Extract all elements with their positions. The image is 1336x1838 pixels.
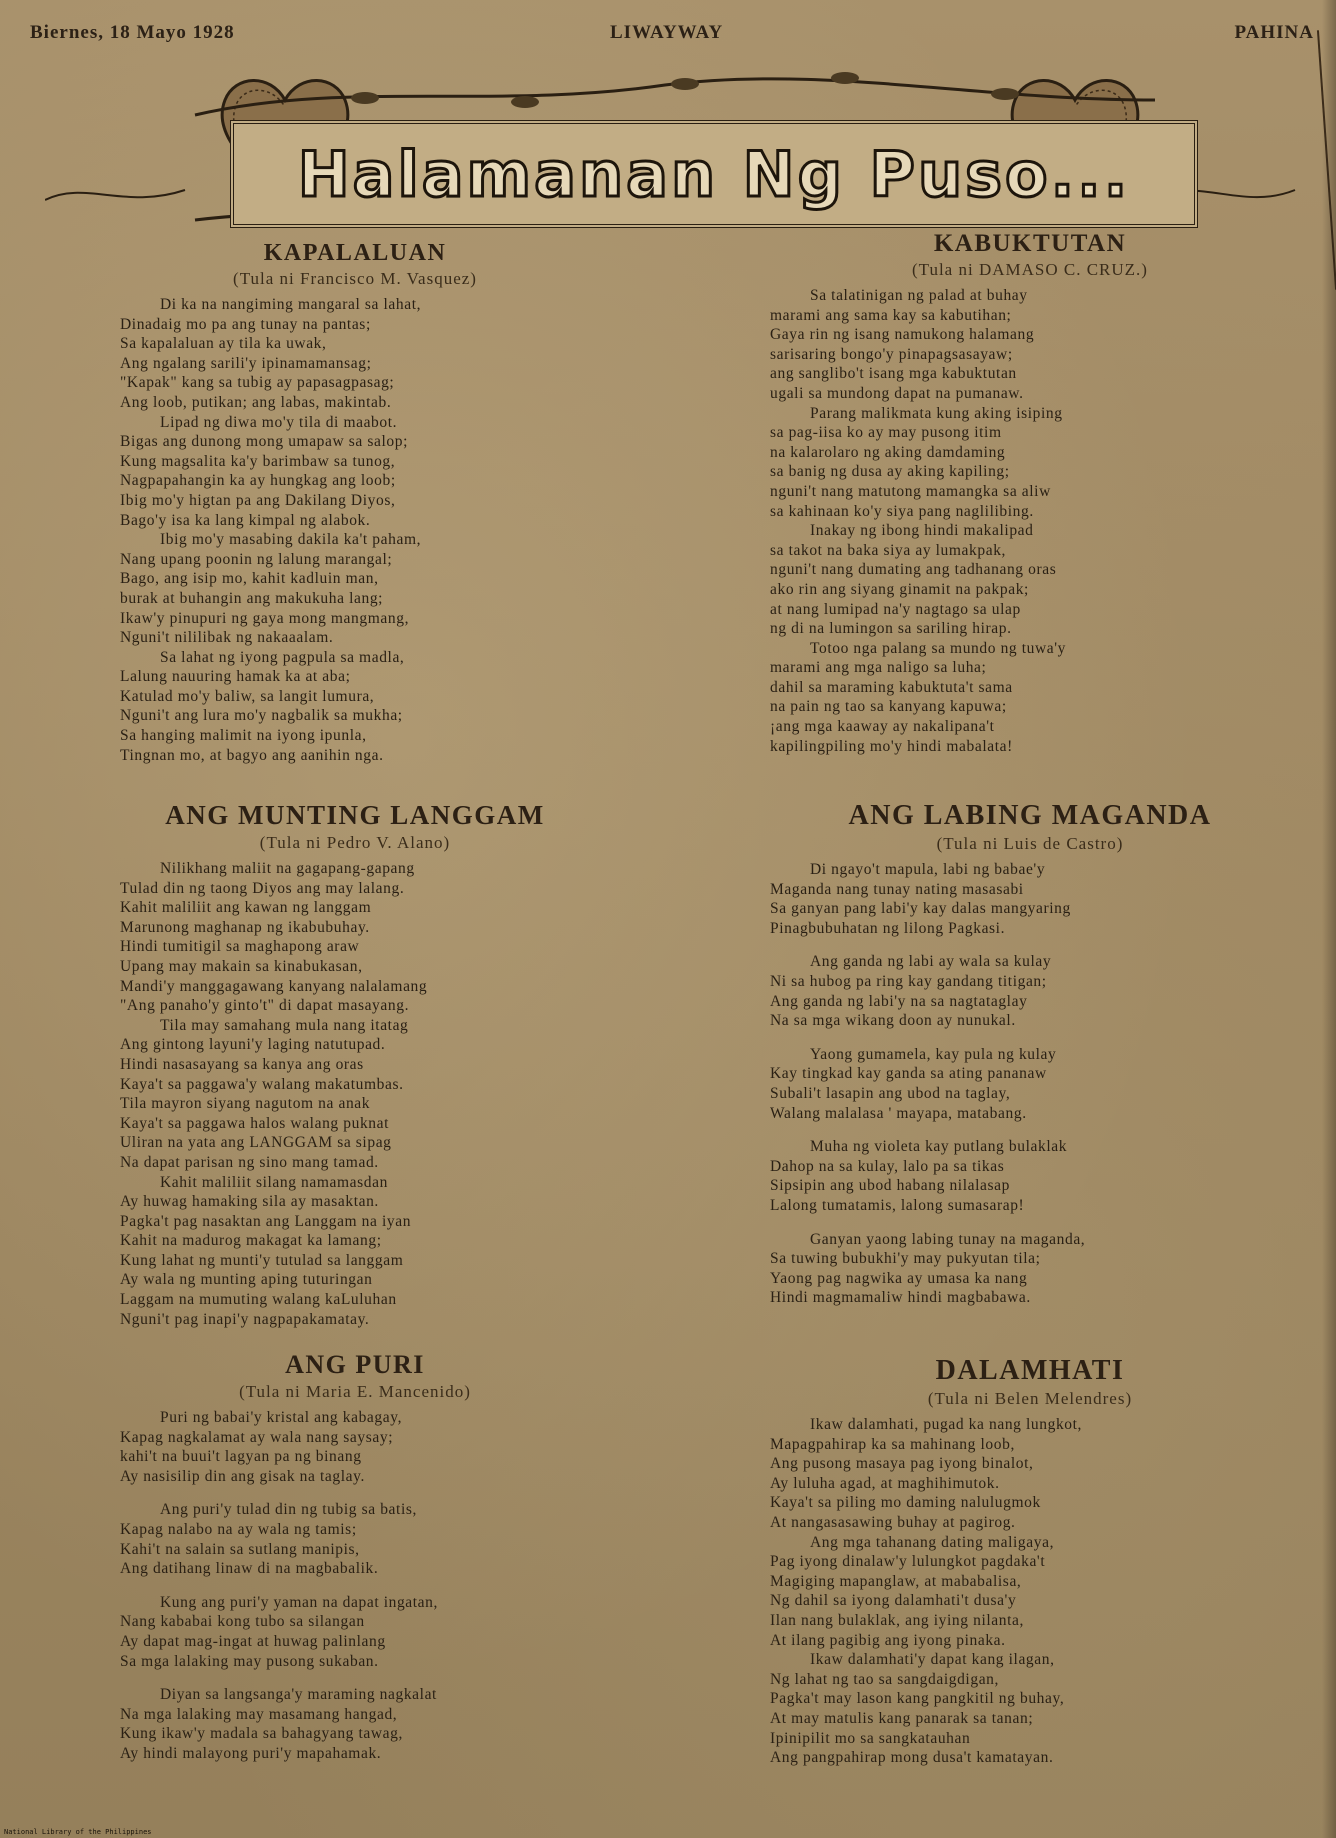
poem-line: Pagka't pag nasaktan ang Langgam na iyan (120, 1212, 412, 1230)
poem-line: Ibig mo'y higtan pa ang Dakilang Diyos, (120, 491, 396, 509)
poem-line: Mandi'y manggagawang kanyang nalalamang (120, 977, 428, 995)
poem-line: Hindi nasasayang sa kanya ang oras (120, 1055, 364, 1073)
poem-line: nguni't nang matutong mamangka sa aliw (770, 482, 1051, 500)
poem-title: KABUKTUTAN (933, 230, 1127, 257)
poem-author: (Tula ni Pedro V. Alano) (259, 833, 451, 852)
poem-line: Kahit na madurog makagat ka lamang; (120, 1232, 382, 1250)
poem-line: Tila may samahang mula nang itatag (160, 1016, 409, 1034)
poem-line: Ang puri'y tulad din ng tubig sa batis, (160, 1501, 417, 1519)
poem-line: Kaya't sa paggawa halos walang puknat (120, 1114, 390, 1132)
poem-line: Pagka't may lason kang pangkitil ng buhay, (770, 1690, 1065, 1708)
poem-line: Yaong gumamela, kay pula ng kulay (810, 1045, 1057, 1063)
poem-line: Ang ganda ng labi ay wala sa kulay (810, 953, 1052, 971)
poem-line: ng di na lumingon sa sariling hirap. (770, 620, 1012, 638)
poem-line: "Ang panaho'y ginto't" di dapat masayang. (120, 997, 410, 1015)
poem-line: Ang gintong layuni'y laging natutupad. (120, 1036, 386, 1054)
poem-line: Hindi tumitigil sa maghapong araw (120, 938, 360, 956)
poem-line: Na dapat parisan ng sino mang tamad. (120, 1153, 379, 1171)
poem-line: Ang loob, putikan; ang labas, makintab. (120, 393, 392, 411)
poem-line: Nang kababai kong tubo sa silangan (120, 1613, 365, 1631)
poem-line: Ay wala ng munting aping tuturingan (120, 1271, 373, 1289)
stanza-gap (770, 1031, 1290, 1045)
poem-line: Dinadaig mo pa ang tunay na pantas; (120, 315, 371, 333)
poem-line: Sa mga lalaking may pusong sukaban. (120, 1652, 379, 1670)
poem-line: Tulad din ng taong Diyos ang may lalang. (120, 879, 405, 897)
poem-line: Ikaw'y pinupuri ng gaya mong mangmang, (120, 609, 410, 627)
poem-line: At may matulis kang panarak sa tanan; (770, 1709, 1034, 1727)
poem-title: ANG MUNTING LANGGAM (165, 800, 545, 830)
poem-line: Ay dapat mag-ingat at huwag palinlang (120, 1632, 386, 1650)
poem-line: Kung lahat ng munti'y tutulad sa langgam (120, 1251, 404, 1269)
poem-line: Ang datihang linaw di na magbabalik. (120, 1560, 379, 1578)
poem-line: Kapag nagkalamat ay wala nang saysay; (120, 1428, 394, 1446)
poem-line: Lipad ng diwa mo'y tila di maabot. (160, 413, 398, 431)
poem-line: Sa talatinigan ng palad at buhay (810, 287, 1028, 304)
poem-line: kahi't na buui't lagyan pa ng binang (120, 1448, 362, 1466)
poem-line: marami ang sama kay sa kabutihan; (770, 306, 1012, 324)
poem-line: Bigas ang dunong mong umapaw sa salop; (120, 433, 408, 451)
stanza-gap (770, 938, 1290, 952)
poem-line: Di ka na nangiming mangaral sa lahat, (160, 296, 422, 313)
poem-line: Ay hindi malayong puri'y mapahamak. (120, 1744, 382, 1762)
poem-line: Laggam na mumuting walang kaLuluhan (120, 1291, 397, 1309)
poem-line: Ibig mo'y masabing dakila ka't paham, (160, 531, 422, 549)
poem-line: Na mga lalaking may masamang hangad, (120, 1705, 398, 1723)
poem-author: (Tula ni Belen Melendres) (927, 1389, 1133, 1408)
poem-line: Kung ikaw'y madala sa bahagyang tawag, (120, 1725, 403, 1743)
stanza-gap (120, 1486, 590, 1500)
poem-line: Ay nasisilip din ang gisak na taglay. (120, 1467, 365, 1485)
poem-body (770, 1415, 1290, 1768)
poem-line: Sipsipin ang ubod habang nilalasap (770, 1177, 1010, 1195)
poem-line: sarisaring bongo'y pinapagsasayaw; (770, 345, 1013, 363)
poem-line: Upang may makain sa kinabukasan, (120, 957, 363, 975)
poem-line: Muha ng violeta kay putlang bulaklak (810, 1138, 1068, 1156)
banner-title-box (230, 120, 1198, 228)
poem-title: ANG LABING MAGANDA (848, 800, 1212, 831)
poem-line: Ganyan yaong labing tunay na maganda, (810, 1230, 1086, 1248)
poem-line: Nguni't ang lura mo'y nagbalik sa mukha; (120, 707, 403, 725)
poem-line: At ilang pagibig ang iyong pinaka. (770, 1631, 1006, 1649)
poem-line: Ipinipilit mo sa sangkatauhan (770, 1729, 971, 1747)
poem-title: ANG PURI (285, 1350, 425, 1379)
poem-line: Bago'y isa ka lang kimpal ng alabok. (120, 511, 371, 529)
poem-line: Walang malalasa ' mayapa, matabang. (770, 1104, 1027, 1122)
poem-line: kapilingpiling mo'y hindi mabalata! (770, 737, 1013, 755)
poem-line: Tingnan mo, at bagyo ang aanihin nga. (120, 746, 384, 764)
banner-title: Halamanan Ng Puso... (297, 137, 1131, 211)
poem-line: Ang ngalang sarili'y ipinamamansag; (120, 354, 372, 372)
poem-line: marami ang mga naligo sa luha; (770, 659, 987, 677)
poem-line: Tila mayron siyang nagutom na anak (120, 1095, 371, 1113)
poem-body (770, 860, 1290, 1308)
poem-line: Kaya't sa paggawa'y walang makatumbas. (120, 1075, 404, 1093)
poem-line: sa takot na baka siya ay lumakpak, (770, 541, 1007, 559)
poem-line: Lalong tumatamis, lalong sumasarap! (770, 1196, 1025, 1214)
poem-line: Puri ng babai'y kristal ang kabagay, (160, 1409, 403, 1426)
poem-line: Kay tingkad kay ganda sa ating pananaw (770, 1065, 1047, 1083)
poem-line: Ang ganda ng labi'y na sa nagtataglay (770, 992, 1028, 1010)
poem-ang-munting-langgam (120, 800, 590, 1329)
poem-line: Kahit maliliit ang kawan ng langgam (120, 899, 372, 917)
poem-author: (Tula ni DAMASO C. CRUZ.) (912, 260, 1148, 279)
poem-body (770, 286, 1290, 756)
poem-line: Subali't lasapin ang ubod na taglay, (770, 1084, 1011, 1102)
poem-line: Uliran na yata ang LANGGAM sa sipag (120, 1134, 392, 1152)
poem-line: na pain ng tao sa kanyang kapuwa; (770, 698, 1007, 716)
poem-author: (Tula ni Maria E. Mancenido) (239, 1382, 471, 1401)
poem-line: Ang mga tahanang dating maligaya, (810, 1533, 1055, 1551)
stanza-gap (120, 1579, 590, 1593)
poem-line: Nguni't pag inapi'y nagpapakamatay. (120, 1310, 370, 1328)
poem-line: Sa kapalaluan ay tila ka uwak, (120, 335, 327, 353)
library-credit: National Library of the Philippines (4, 1828, 152, 1836)
page-label: PAHINA (1234, 22, 1314, 43)
poem-line: Gaya rin ng isang namukong halamang (770, 326, 1035, 344)
poem-line: Nang upang poonin ng lalung marangal; (120, 550, 393, 568)
poem-body (120, 1408, 590, 1764)
poem-line: Bago, ang isip mo, kahit kadluin man, (120, 570, 379, 588)
poem-line: Kung magsalita ka'y barimbaw sa tunog, (120, 452, 396, 470)
poem-line: Yaong pag nagwika ay umasa ka nang (770, 1269, 1028, 1287)
poem-line: "Kapak" kang sa tubig ay papasagpasag; (120, 374, 395, 392)
poem-line: Pag iyong dinalaw'y lulungkot pagdaka't (770, 1553, 1046, 1571)
poem-line: Kahi't na salain sa sutlang manipis, (120, 1540, 360, 1558)
poem-line: Magiging mapanglaw, at mababalisa, (770, 1572, 1022, 1590)
poem-kapalaluan (120, 240, 590, 765)
poem-line: Nguni't nililibak ng nakaaalam. (120, 629, 334, 647)
poem-line: Ay luluha agad, at maghihimutok. (770, 1474, 1000, 1492)
poem-line: Ni sa hubog pa ring kay gandang titigan; (770, 972, 1047, 990)
poem-line: ang sanglibo't isang mga kabuktutan (770, 365, 1017, 383)
poem-line: burak at buhangin ang makukuha lang; (120, 589, 384, 607)
poem-dalamhati (770, 1355, 1290, 1768)
poem-line: Ng dahil sa iyong dalamhati't dusa'y (770, 1592, 1017, 1610)
poem-line: Maganda nang tunay nating masasabi (770, 880, 1024, 898)
stanza-gap (120, 1671, 590, 1685)
poem-line: Sa hanging malimit na iyong ipunla, (120, 727, 367, 745)
poem-line: ako rin ang siyang ginamit na pakpak; (770, 580, 1029, 598)
poem-line: Kung ang puri'y yaman na dapat ingatan, (160, 1593, 438, 1611)
poem-line: Ikaw dalamhati'y dapat kang ilagan, (810, 1651, 1055, 1669)
poem-line: at nang lumipad na'y nagtago sa ulap (770, 600, 1021, 618)
poem-line: dahil sa maraming kabuktuta't sama (770, 678, 1013, 696)
poem-line: sa banig ng dusa ay aking kapiling; (770, 463, 1010, 481)
poem-line: Kapag nalabo na ay wala ng tamis; (120, 1520, 357, 1538)
poem-line: Sa lahat ng iyong pagpula sa madla, (160, 648, 405, 666)
poem-line: nguni't nang dumating ang tadhanang oras (770, 561, 1057, 579)
poem-ang-puri (120, 1350, 590, 1764)
poem-line: Lalung nauuring hamak ka at aba; (120, 668, 351, 686)
poem-line: Ilan nang bulaklak, ang iying nilanta, (770, 1611, 1024, 1629)
poem-line: Ay huwag hamaking sila ay masaktan. (120, 1193, 379, 1211)
poem-line: Nagpapahangin ka ay hungkag ang loob; (120, 472, 396, 490)
poem-line: At nangasasawing buhay at pagirog. (770, 1513, 1016, 1531)
poem-line: Ang pangpahirap mong dusa't kamatayan. (770, 1749, 1054, 1767)
poem-line: sa pag-iisa ko ay may pusong itim (770, 424, 1002, 442)
poem-line: Ang pusong masaya pag iyong binalot, (770, 1455, 1034, 1473)
poem-line: Parang malikmata kung aking isiping (810, 404, 1063, 422)
poem-line: Katulad mo'y baliw, sa langit lumura, (120, 687, 375, 705)
poem-line: Ikaw dalamhati, pugad ka nang lungkot, (810, 1416, 1083, 1433)
poem-author: (Tula ni Luis de Castro) (936, 834, 1124, 853)
poem-line: Nilikhang maliit na gagapang-gapang (160, 860, 415, 877)
poem-line: Marunong maghanap ng ikabubuhay. (120, 918, 370, 936)
poem-body (120, 295, 590, 765)
poem-line: Hindi magmamaliw hindi magbabawa. (770, 1289, 1031, 1307)
poem-kabuktutan (770, 230, 1290, 756)
poem-ang-labing-maganda (770, 800, 1290, 1308)
poem-line: Ng lahat ng tao sa sangdaigdigan, (770, 1670, 999, 1688)
poem-line: Kahit maliliit silang namamasdan (160, 1173, 388, 1191)
page-edge-shadow (1322, 0, 1336, 1838)
section-banner (45, 60, 1300, 230)
poem-title: DALAMHATI (935, 1355, 1125, 1386)
stanza-gap (770, 1123, 1290, 1137)
stanza-gap (770, 1216, 1290, 1230)
poem-line: Sa tuwing bubukhi'y may pukyutan tila; (770, 1250, 1041, 1268)
poem-author: (Tula ni Francisco M. Vasquez) (233, 269, 477, 288)
poem-line: Mapagpahirap ka sa mahinang loob, (770, 1435, 1015, 1453)
poem-line: Diyan sa langsanga'y maraming nagkalat (160, 1686, 437, 1704)
poem-line: Pinagbubuhatan ng lilong Pagkasi. (770, 919, 1006, 937)
poem-line: Totoo nga palang sa mundo ng tuwa'y (810, 639, 1067, 657)
poem-line: Dahop na sa kulay, lalo pa sa tikas (770, 1157, 1005, 1175)
poem-line: Di ngayo't mapula, labi ng babae'y (810, 861, 1046, 878)
poem-line: ugali sa mundong dapat na pumanaw. (770, 384, 1024, 402)
poem-line: Sa ganyan pang labi'y kay dalas mangyaring (770, 900, 1071, 918)
poem-line: Na sa mga wikang doon ay nunukal. (770, 1012, 1016, 1030)
poem-line: Kaya't sa piling mo daming nalulugmok (770, 1494, 1041, 1512)
poem-body (120, 859, 590, 1329)
poem-line: sa kahinaan ko'y siya pang naglilibing. (770, 502, 1034, 520)
publication-name: LIWAYWAY (610, 22, 724, 43)
poem-line: na kalarolaro ng aking damdaming (770, 443, 1006, 461)
issue-date: Biernes, 18 Mayo 1928 (30, 22, 235, 43)
poem-title: KAPALALUAN (263, 240, 447, 266)
poem-line: ¡ang mga kaaway ay nakalipana't (770, 718, 995, 736)
poem-line: Inakay ng ibong hindi makalipad (810, 522, 1034, 540)
